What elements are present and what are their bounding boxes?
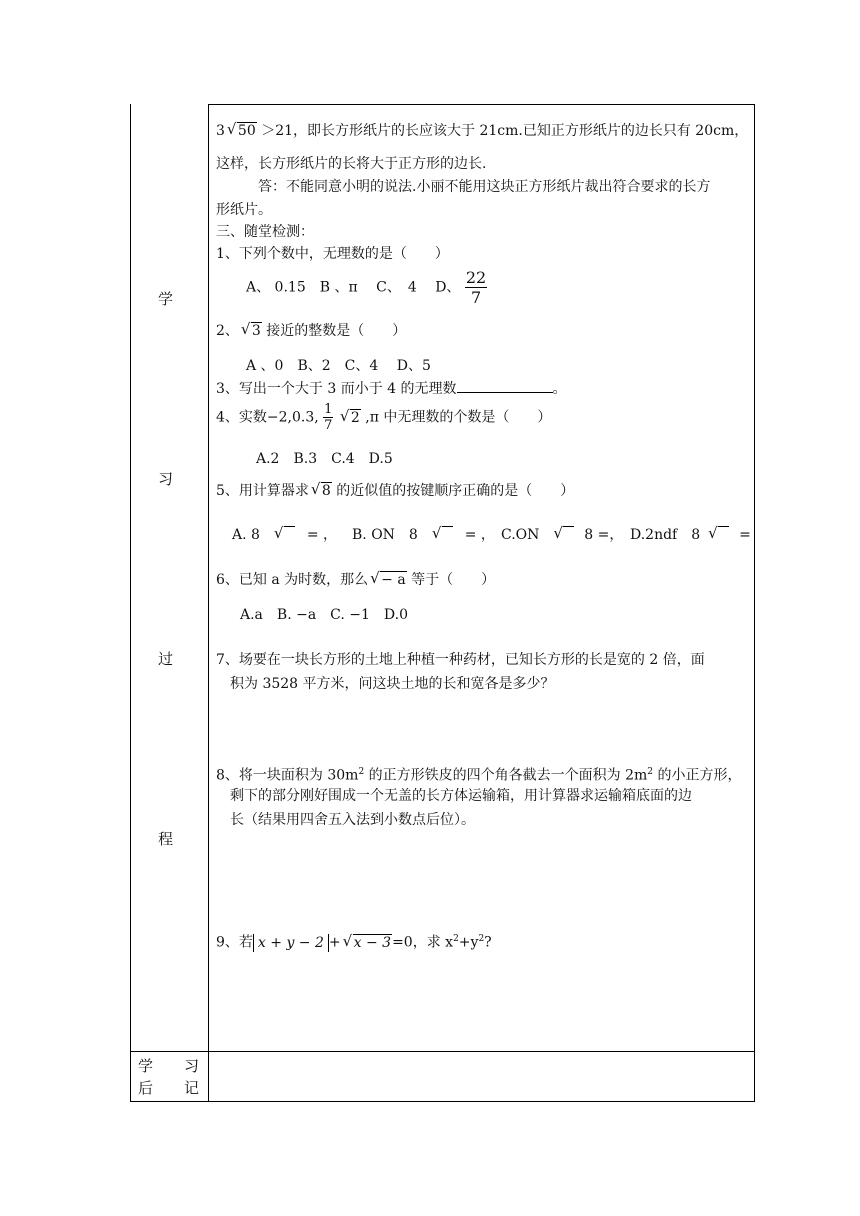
answer-blank[interactable] — [457, 380, 553, 393]
table-top-border — [208, 104, 754, 105]
question-5-option-c: C.ON√ 8 =， — [501, 526, 623, 544]
footer-label-ji: 记 — [184, 1079, 200, 1097]
side-char-guo: 过 — [158, 650, 174, 668]
sqrt-key-icon — [708, 526, 729, 544]
side-char-xi: 习 — [158, 470, 174, 488]
question-3: 3、写出一个大于 3 而小于 4 的无理数 。 — [216, 381, 567, 397]
question-2-options: A 、0 B、2 C、4 D、5 — [246, 358, 431, 374]
table-divider-vertical — [208, 104, 209, 1102]
sqrt-key-icon — [432, 526, 453, 544]
side-char-xue: 学 — [158, 290, 174, 308]
sqrt-key-icon — [553, 526, 574, 544]
section-heading: 三、随堂检测： — [216, 224, 314, 240]
question-9: 9、若 x + y − 2 +√ x − 3=0，求 $x^2+y^2$? — [216, 930, 492, 952]
table-bottom-border — [130, 1101, 755, 1102]
question-5: 5、用计算器求√ 8 的近似值的按键顺序正确的是（ ） — [216, 482, 574, 500]
question-8-line-1: 8、将一块面积为 $30m^2$ 的正方形铁皮的四个角各截去一个面积为 $2m^2$ 的小正方形， — [216, 767, 742, 784]
table-left-border — [130, 104, 131, 1102]
paragraph-3: 答：不能同意小明的说法.小丽不能用这块正方形纸片裁出符合要求的长方 — [258, 179, 711, 195]
question-5-option-d: D.2ndf 8√ = — [630, 526, 751, 544]
question-4-options: A.2 B.3 C.4 D.5 — [256, 451, 393, 467]
question-6-options: A.a B. −a C. −1 D.0 — [240, 607, 409, 623]
fraction-22-7: $\frac{22}{7}$ — [465, 268, 487, 307]
question-8-line-3: 长（结果用四舍五入法到小数点后位）。 — [230, 812, 475, 828]
footer-label-xi: 习 — [184, 1057, 200, 1075]
sqrt-neg-a: √ − a — [370, 571, 407, 589]
question-8-line-2: 剩下的部分刚好围成一个无盖的长方体运输箱，用计算器求运输箱底面的边 — [230, 788, 692, 804]
sqrt-x-minus-3: √ x − 3 — [343, 934, 392, 952]
paragraph-2: 这样，长方形纸片的长将大于正方形的边长. — [216, 156, 487, 172]
side-char-cheng: 程 — [158, 830, 174, 848]
footer-label-xue: 学 — [138, 1057, 154, 1075]
sqrt-8: √ 8 — [311, 482, 332, 500]
p1-coef: 3 — [216, 123, 225, 139]
sqrt-50: √ 50 — [227, 122, 257, 140]
sqrt-key-icon — [274, 526, 295, 544]
footer-label-hou: 后 — [138, 1079, 154, 1097]
question-5-option-a: A. 8√ = ， — [232, 526, 337, 544]
fraction-1-7: $\frac{1}{7}$ — [324, 402, 333, 433]
table-right-border — [754, 104, 755, 1102]
question-2: 2、√ 3 接近的整数是（ ） — [216, 322, 406, 340]
paragraph-1 — [216, 122, 748, 140]
question-4: 4、实数−2,0.3, $\frac{1}{7}$ √ 2 ,π 中无理数的个数是（ ） — [216, 402, 551, 433]
question-7-line-2: 积为 3528 平方米，问这块土地的长和宽各是多少？ — [230, 676, 555, 692]
question-5-option-b: B. ON 8√ = ， — [352, 526, 495, 544]
sqrt-2: √ 2 — [340, 409, 361, 427]
p1-rest: ＞21，即长方形纸片的长应该大于 21cm.已知正方形纸片的边长只有 20cm， — [261, 123, 749, 139]
absolute-value: x + y − 2 — [253, 934, 329, 952]
sqrt-3: √ 3 — [241, 322, 262, 340]
table-row-divider — [130, 1051, 755, 1052]
question-1: 1、下列个数中，无理数的是（ ） — [216, 246, 449, 262]
paragraph-4: 形纸片。 — [216, 202, 272, 218]
question-7-line-1: 7、场要在一块长方形的土地上种植一种药材，已知长方形的长是宽的 2 倍，面 — [216, 652, 705, 668]
question-6: 6、已知 a 为时数，那么√ − a 等于（ ） — [216, 571, 495, 589]
question-1-options: A、 0.15 B 、π C、 4 D、 $\frac{22}{7}$ — [246, 268, 487, 307]
